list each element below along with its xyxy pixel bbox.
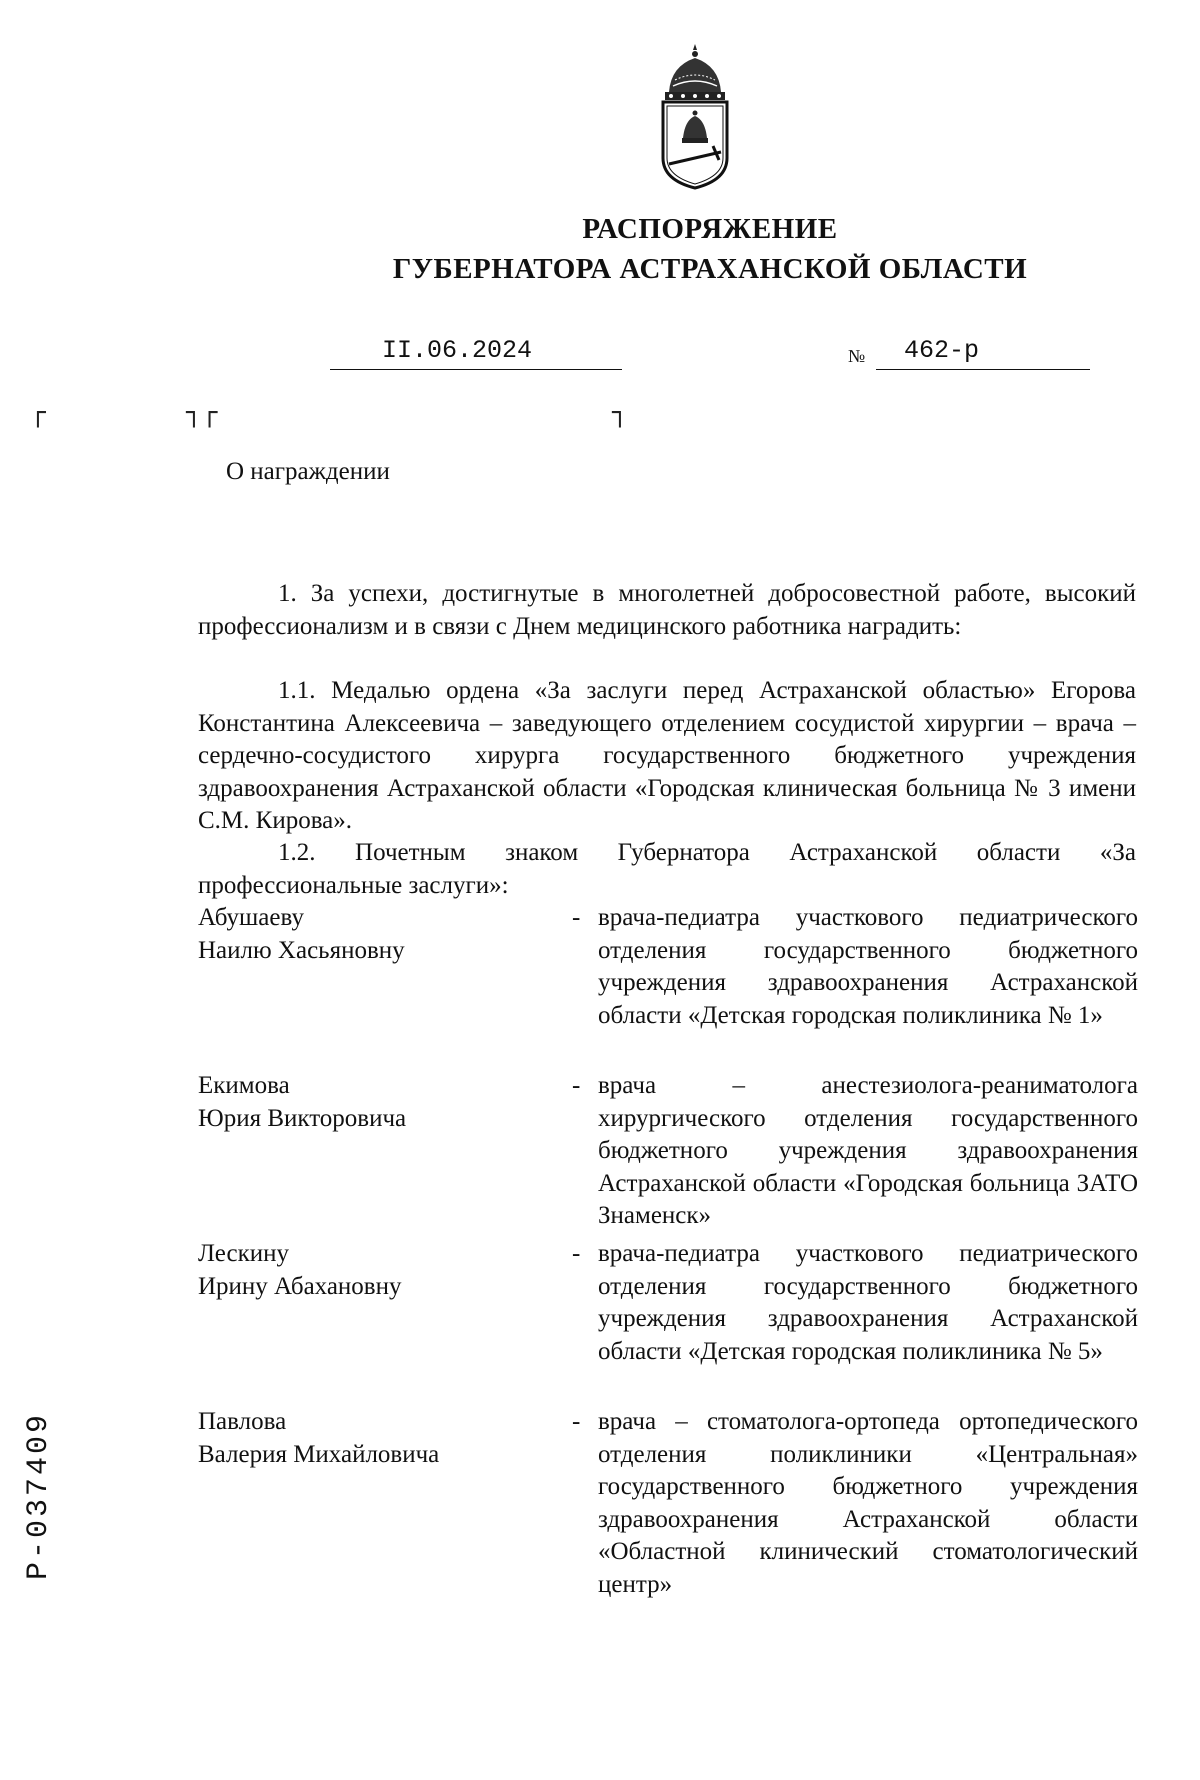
awardee-given-names: Ирину Абахановну	[198, 1272, 402, 1300]
awardee-given-names: Наилю Хасьяновну	[198, 936, 405, 964]
awardee-surname: Абушаеву	[198, 904, 304, 931]
awardee-surname: Павлова	[198, 1408, 287, 1435]
awardee-given-names: Валерия Михайловича	[198, 1440, 440, 1468]
paragraph-1-1: 1.1. Медалью ордена «За заслуги перед Астраханской областью» Егорова Константина Алексеевича – заведующего отделением сосудистой хирургии – врача – сердечно-сосудистого хирурга государственного бюджетного учреждения здравоохранения Астраханской области «Городская клиническая больница № 3 имени С.М. Кирова».	[198, 677, 1136, 834]
serial-number: Р-037409	[22, 1411, 56, 1580]
document-subtitle: ГУБЕРНАТОРА АСТРАХАНСКОЙ ОБЛАСТИ	[392, 253, 1028, 285]
awardee-dash: -	[572, 904, 581, 931]
awardee-name	[198, 902, 558, 967]
awardee-name	[198, 1070, 558, 1135]
awardee-given-names: Юрия Викторовича	[198, 1104, 407, 1132]
astrakhan-coat-of-arms-icon	[655, 40, 735, 190]
document-number: 462-р	[876, 336, 1090, 370]
awardee-surname: Лескину	[198, 1240, 290, 1267]
corner-mark: ┐┌	[186, 398, 218, 428]
awardee-dash: -	[572, 1072, 581, 1099]
awardee-name	[198, 1238, 558, 1303]
paragraph-1-2: 1.2. Почетным знаком Губернатора Астраханской области «За профессиональные заслуги»:	[198, 839, 1136, 899]
awardee-dash: -	[572, 1408, 581, 1435]
document-title: РАСПОРЯЖЕНИЕ	[582, 213, 838, 245]
awardee-description: врача-педиатра участкового педиатрического отделения государственного бюджетного учреждения здравоохранения Астраханской области «Детская городская поликлиника № 5»	[598, 1240, 1138, 1365]
awardee-description: врача-педиатра участкового педиатрического отделения государственного бюджетного учреждения здравоохранения Астраханской области «Детская городская поликлиника № 1»	[598, 904, 1138, 1029]
corner-mark: ┐	[612, 398, 628, 428]
awardee-surname: Екимова	[198, 1072, 290, 1099]
document-date: II.06.2024	[330, 336, 622, 370]
paragraph-1: 1. За успехи, достигнутые в многолетней добросовестной работе, высокий профессионализм и в связи с Днем медицинского работника наградить:	[198, 580, 1136, 640]
corner-mark: ┌	[30, 398, 46, 428]
serial-number-container	[22, 1411, 62, 1780]
document-subject: О награждении	[226, 458, 390, 485]
awardee-name	[198, 1406, 558, 1471]
awardee-dash: -	[572, 1240, 581, 1267]
number-sign: №	[848, 346, 866, 366]
awardee-description: врача – стоматолога-ортопеда ортопедического отделения поликлиники «Центральная» государственного бюджетного учреждения здравоохранения Астраханской области «Областной клинический стоматологический центр»	[598, 1408, 1138, 1598]
awardee-description: врача – анестезиолога-реаниматолога хирургического отделения государственного бюджетного учреждения здравоохранения Астраханской области «Городская больница ЗАТО Знаменск»	[598, 1072, 1138, 1229]
